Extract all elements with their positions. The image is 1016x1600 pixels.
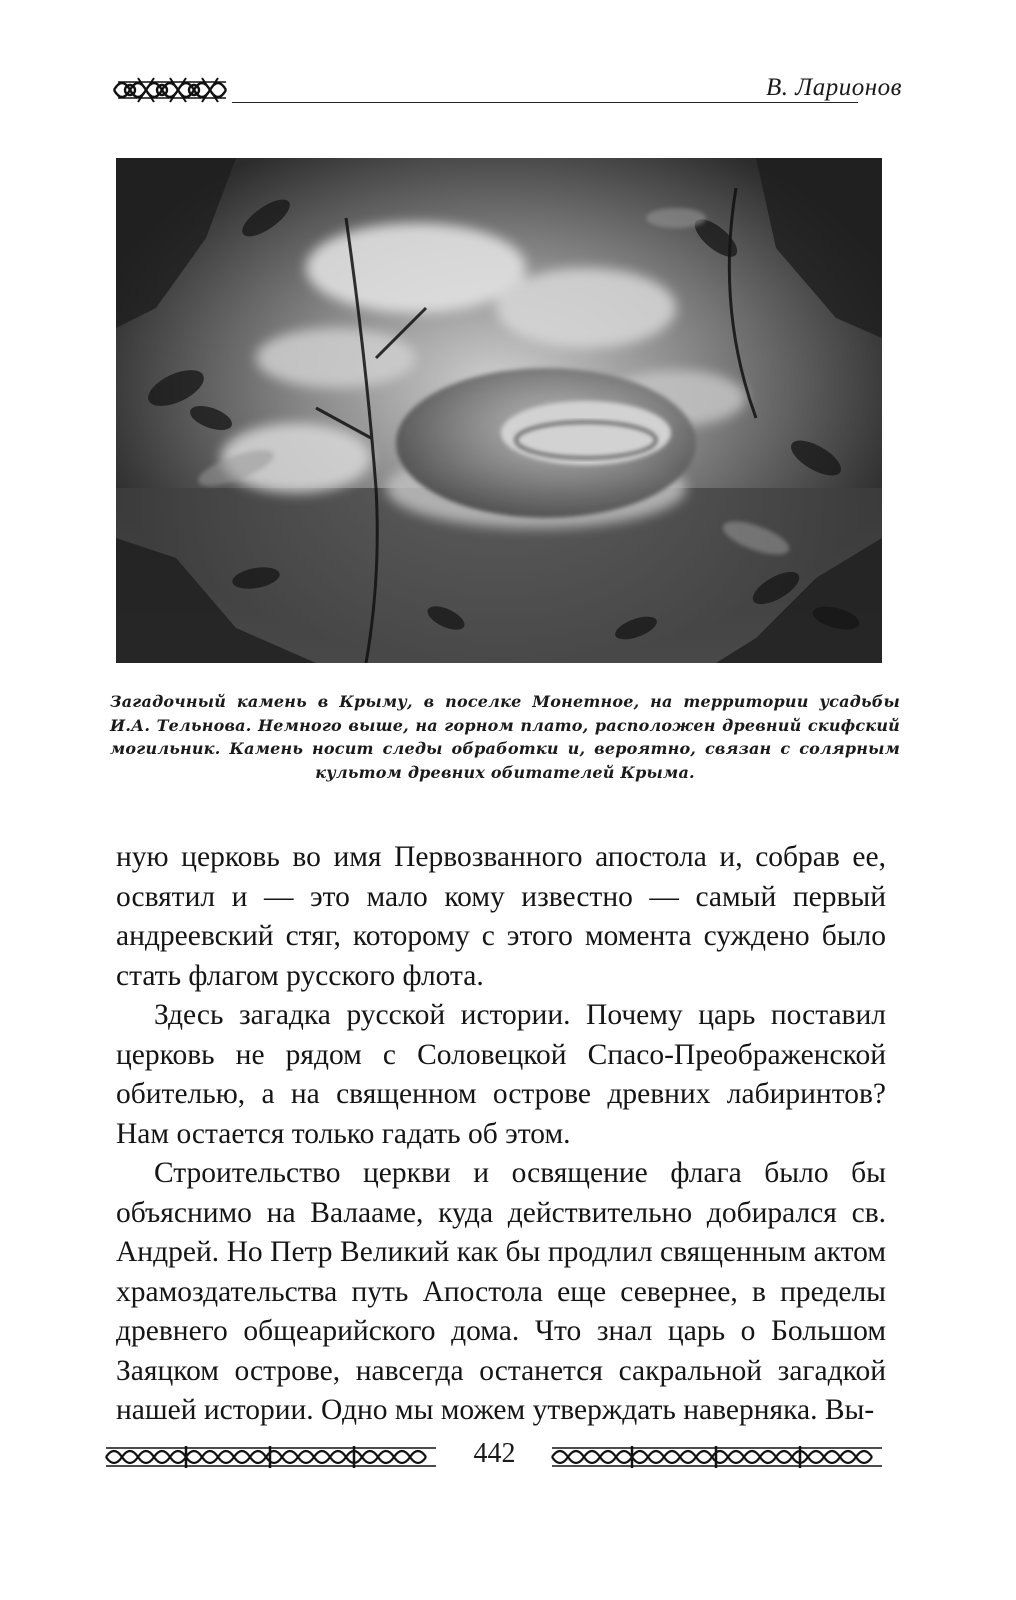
page-number: 442: [473, 1438, 516, 1469]
interlace-ornament-icon: [104, 1442, 439, 1472]
figure-caption: Загадочный камень в Крыму, в поселке Монетное, на территории усадьбы И.А. Тельнова. Немного выше, на горном плато, расположен древний скифский могильник. Камень носит следы обработки и, вероятно, связан с солярным культом древних обитателей Крыма.: [110, 692, 900, 782]
stone-photo-image: [116, 158, 882, 663]
running-head-author: В. Ларионов: [766, 74, 902, 101]
page-footer: [104, 1438, 894, 1478]
stone-photo: [116, 158, 882, 663]
interlace-ornament-icon: [112, 72, 232, 108]
header-rule: [232, 102, 858, 103]
paragraph-1: ную церковь во имя Первозванного апостола и, собрав ее, освятил и — это мало кому известно — самый первый андреевский стяг, которому с этого момента суждено было стать флагом русского флота.: [116, 841, 886, 992]
interlace-ornament-icon: [550, 1442, 885, 1472]
paragraph-2: Здесь загадка русской истории. Почему царь поставил церковь не рядом с Соловецкой Спасо-Преображенской обителью, а на священном острове древних лабиринтов? Нам остается только гадать об этом.: [116, 999, 886, 1150]
body-text: [116, 838, 886, 1431]
paragraph-3: Строительство церкви и освящение флага было бы объяснимо на Валааме, куда действительно добирался св. Андрей. Но Петр Великий как бы продлил священным актом храмоздательства путь Апостола еще севернее, в пределы древнего общеарийского дома. Что знал царь о Большом Заяцком острове, навсегда останется сакральной загадкой нашей истории. Одно мы можем утверждать наверняка. Вы-: [116, 1157, 886, 1426]
page-header: [112, 72, 902, 112]
